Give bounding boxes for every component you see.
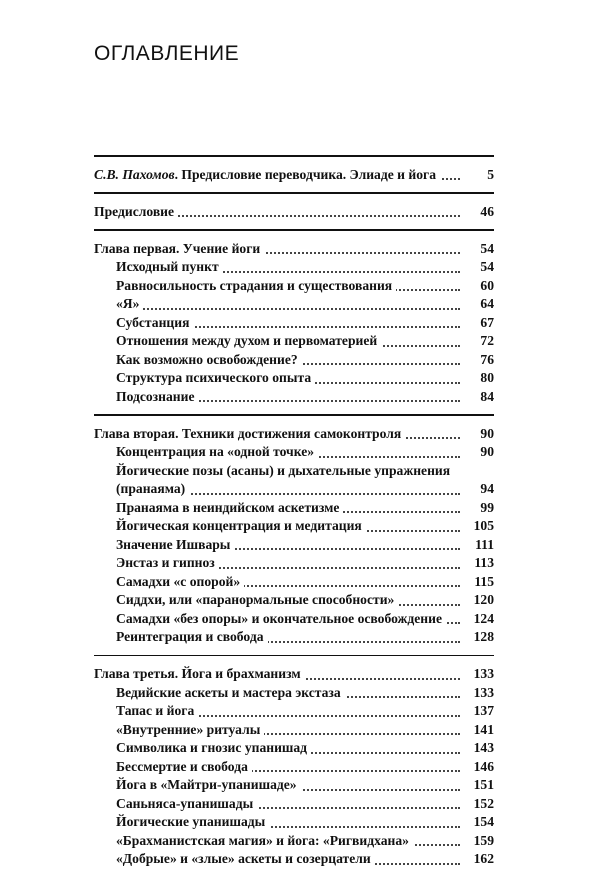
chapter-title: Глава первая. Учение йоги	[94, 241, 264, 256]
toc-item: «Я» 64	[94, 295, 494, 314]
page-title: ОГЛАВЛЕНИЕ	[94, 42, 240, 65]
divider	[94, 192, 494, 194]
toc-item: Тапас и йога 137	[94, 702, 494, 721]
intro-author: С.В. Пахомов	[94, 166, 175, 182]
divider	[94, 414, 494, 416]
toc-entry-preface	[94, 203, 494, 222]
table-of-contents	[94, 147, 494, 869]
preface-label: Предисловие	[94, 204, 178, 219]
page-number: 90	[460, 425, 494, 444]
toc-item: Саньняса-упанишады 152	[94, 795, 494, 814]
divider	[94, 229, 494, 231]
toc-item: Как возможно освобождение? 76	[94, 351, 494, 370]
chapter-title: Глава вторая. Техники достижения самоконтроля	[94, 426, 405, 441]
toc-item: Йогические позы (асаны) и дыхательные упражнения (пранаяма) 94	[94, 462, 494, 499]
intro-label: . Предисловие переводчика. Элиаде и йога	[174, 166, 436, 182]
toc-item: Сиддхи, или «паранормальные способности» 120	[94, 591, 494, 610]
toc-item: Ведийские аскеты и мастера экстаза 133	[94, 684, 494, 703]
divider	[94, 655, 494, 657]
toc-item: Бессмертие и свобода 146	[94, 758, 494, 777]
toc-item: Субстанция 67	[94, 314, 494, 333]
toc-item: Йогические упанишады 154	[94, 813, 494, 832]
toc-chapter-1	[94, 240, 494, 259]
toc-item: Самадхи «без опоры» и окончательное освобождение 124	[94, 610, 494, 629]
toc-item: Концентрация на «одной точке» 90	[94, 443, 494, 462]
toc-chapter-3	[94, 665, 494, 684]
toc-item: Реинтеграция и свобода 128	[94, 628, 494, 647]
page-number: 133	[460, 665, 494, 684]
toc-entry-intro	[94, 166, 494, 185]
page-number: 54	[460, 240, 494, 259]
toc-item: Самадхи «с опорой» 115	[94, 573, 494, 592]
toc-item: Пранаяма в неиндийском аскетизме 99	[94, 499, 494, 518]
toc-item: «Внутренние» ритуалы 141	[94, 721, 494, 740]
toc-item: Йогическая концентрация и медитация 105	[94, 517, 494, 536]
toc-item: Символика и гнозис упанишад 143	[94, 739, 494, 758]
toc-item: Отношения между духом и первоматерией 72	[94, 332, 494, 351]
divider	[94, 155, 494, 157]
toc-item: Исходный пункт 54	[94, 258, 494, 277]
page-number: 46	[460, 203, 494, 222]
toc-item: «Добрые» и «злые» аскеты и созерцатели 162	[94, 850, 494, 869]
toc-item: «Брахманистская магия» и йога: «Ригвидхана» 159	[94, 832, 494, 851]
toc-item: Значение Ишвары 111	[94, 536, 494, 555]
toc-item: Энстаз и гипноз 113	[94, 554, 494, 573]
toc-chapter-2	[94, 425, 494, 444]
toc-item: Структура психического опыта 80	[94, 369, 494, 388]
toc-item: Равносильность страдания и существования 60	[94, 277, 494, 296]
toc-item: Йога в «Майтри-упанишаде» 151	[94, 776, 494, 795]
chapter-title: Глава третья. Йога и брахманизм	[94, 666, 305, 681]
page-number: 5	[460, 166, 494, 185]
toc-item: Подсознание 84	[94, 388, 494, 407]
